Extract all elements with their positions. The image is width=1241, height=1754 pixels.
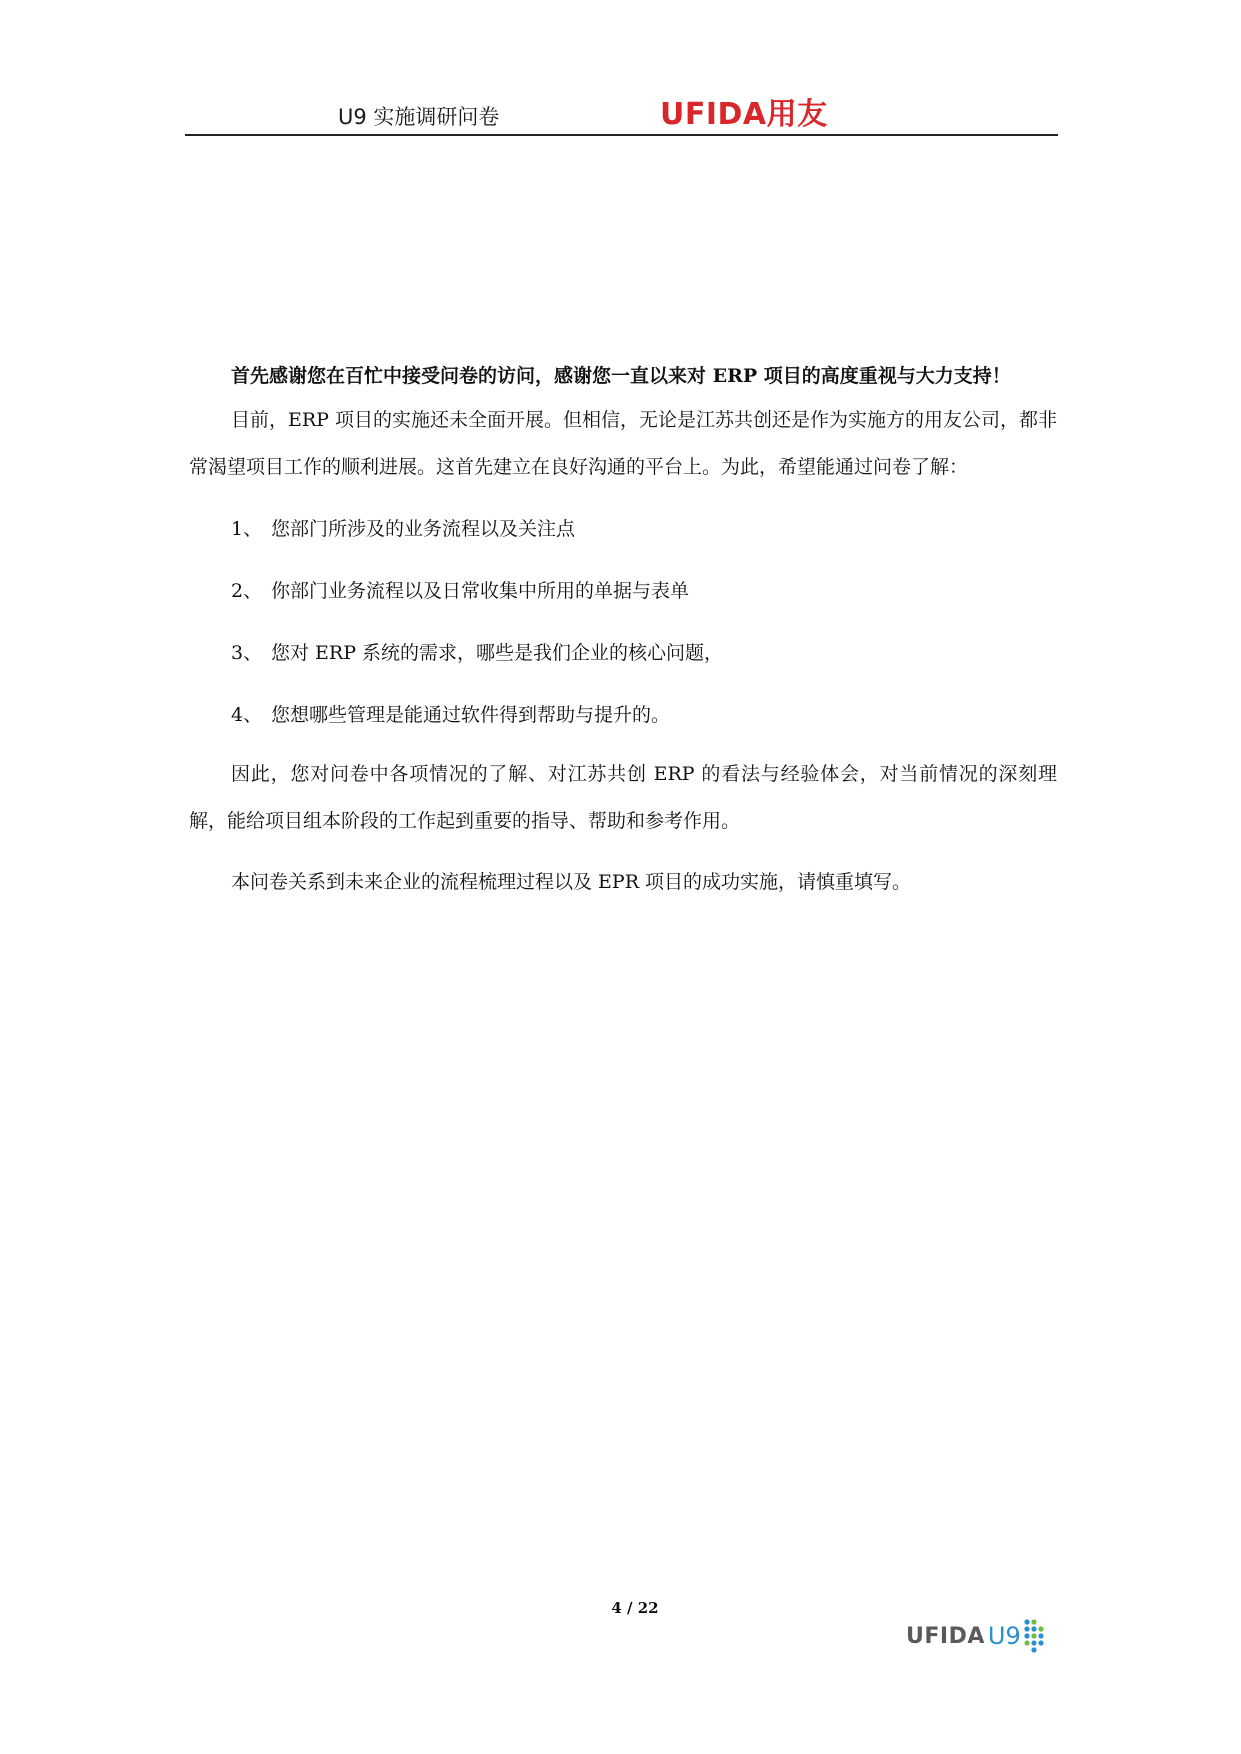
header-title: U9 实施调研问卷 <box>338 105 500 129</box>
page-content <box>189 360 1057 906</box>
survey-goals-list <box>189 498 1057 746</box>
list-item-text: 您部门所涉及的业务流程以及关注点 <box>271 518 576 540</box>
list-item <box>189 622 1057 684</box>
ufida-logo: UFIDA用友 <box>660 97 828 132</box>
ufida-u9-logo <box>906 1614 1047 1658</box>
list-item-number: 2、 <box>231 580 263 602</box>
list-item <box>189 560 1057 622</box>
footer-logo-u9: U9 <box>987 1622 1021 1650</box>
list-item-text: 您对 ERP 系统的需求，哪些是我们企业的核心问题， <box>271 642 724 664</box>
intro-paragraph: 首先感谢您在百忙中接受问卷的访问，感谢您一直以来对 ERP 项目的高度重视与大力支持！ <box>231 365 1011 387</box>
paragraph-closing: 本问卷关系到未来企业的流程梳理过程以及 EPR 项目的成功实施，请慎重填写。 <box>231 871 912 893</box>
list-item-number: 1、 <box>231 518 263 540</box>
paragraph-importance: 因此，您对问卷中各项情况的了解、对江苏共创 ERP 的看法与经验体会，对当前情况的深刻理解，能给项目组本阶段的工作起到重要的指导、帮助和参考作用。 <box>189 763 1057 832</box>
list-item-number: 4、 <box>231 704 263 726</box>
dots-icon <box>1023 1618 1047 1654</box>
list-item-text: 您想哪些管理是能通过软件得到帮助与提升的。 <box>271 704 671 726</box>
list-item-number: 3、 <box>231 642 263 664</box>
paragraph-purpose: 目前，ERP 项目的实施还未全面开展。但相信，无论是江苏共创还是作为实施方的用友公司，都非常渴望项目工作的顺利进展。这首先建立在良好沟通的平台上。为此，希望能通过问卷了解： <box>189 409 1058 478</box>
header-divider <box>185 134 1058 136</box>
page-number: 4 / 22 <box>611 1599 659 1617</box>
list-item <box>189 684 1057 746</box>
list-item-text: 你部门业务流程以及日常收集中所用的单据与表单 <box>271 580 690 602</box>
list-item <box>189 498 1057 560</box>
footer-logo-ufida: UFIDA <box>906 1623 985 1649</box>
